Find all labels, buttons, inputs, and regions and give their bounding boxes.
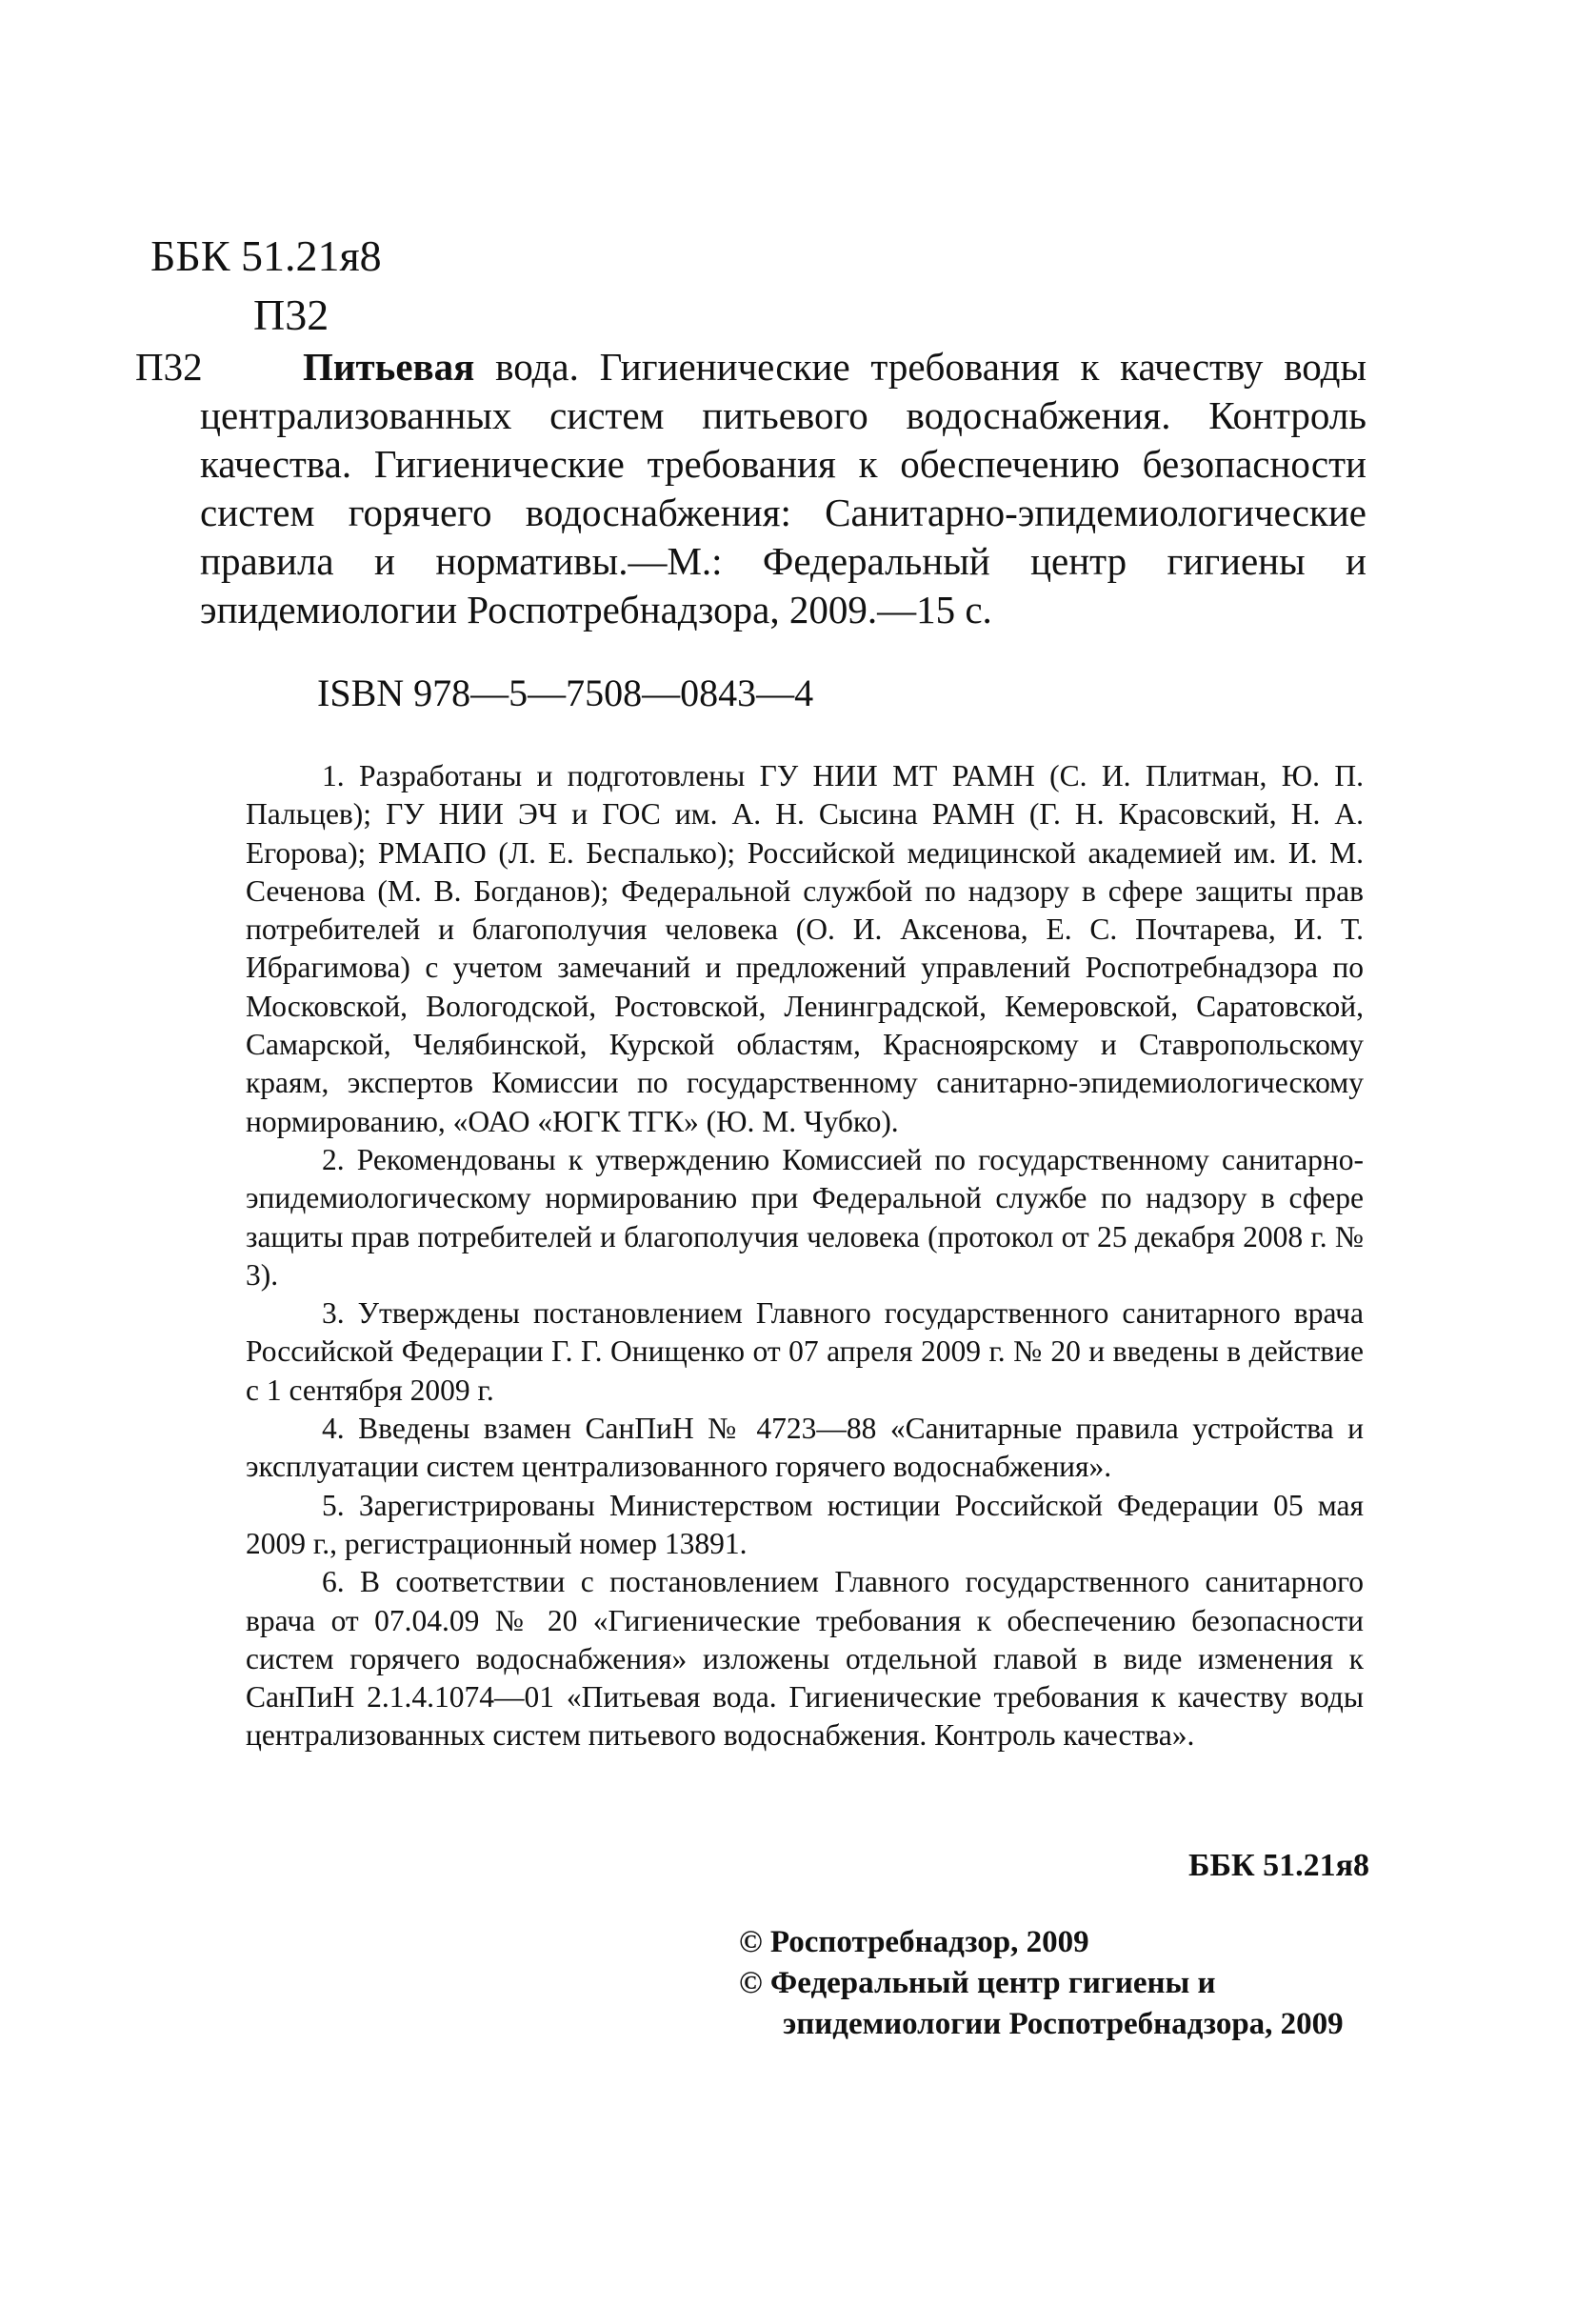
publication-notes xyxy=(246,757,1364,1755)
bbk-code: ББК 51.21я8 xyxy=(150,231,382,280)
bibliographic-entry xyxy=(135,343,1367,634)
note-paragraph: 6. В соответствии с постановлением Главного государственного санитарного врача от 07.04.09 № 20 «Гигиенические требования к обеспечению безопасности систем горячего водоснабжения» изложены отдельной главой в виде изменения к СанПиН 2.1.4.1074—01 «Питьевая вода. Гигиенические требования к качеству воды централизованных систем питьевого водоснабжения. Контроль качества». xyxy=(246,1565,1364,1753)
note-paragraph: 1. Разработаны и подготовлены ГУ НИИ МТ РАМН (С. И. Плитман, Ю. П. Пальцев); ГУ НИИ ЭЧ и ГОС им. А. Н. Сысина РАМН (Г. Н. Красовский, Н. А. Егорова); РМАПО (Л. Е. Беспалько); Российской медицинской академией им. И. М. Сеченова (М. В. Богданов); Федеральной службой по надзору в сфере защиты прав потребителей и благополучия человека (О. И. Аксенова, Е. С. Почтарева, И. Т. Ибрагимова) с учетом замечаний и предложений управлений Роспотребнадзора по Московской, Вологодской, Ростовской, Ленинградской, Кемеровской, Саратовской, Самарской, Челябинской, Курской областям, Красноярскому и Ставропольскому краям, экспертов Комиссии по государственному санитарно-эпидемиологическому нормированию, «ОАО «ЮГК ТГК» (Ю. М. Чубко). xyxy=(246,759,1364,1138)
entry-author-mark: П32 xyxy=(135,345,203,389)
bbk-code-bottom: ББК 51.21я8 xyxy=(1187,1848,1369,1883)
note-paragraph: 2. Рекомендованы к утверждению Комиссией по государственному санитарно-эпидемиологическому нормированию при Федеральной службе по надзору в сфере защиты прав потребителей и благополучия человека (протокол от 25 декабря 2008 г. № 3). xyxy=(246,1142,1364,1292)
note-paragraph: 3. Утверждены постановлением Главного государственного санитарного врача Российской Федерации Г. Г. Онищенко от 07 апреля 2009 г. № 20 и введены в действие с 1 сентября 2009 г. xyxy=(246,1296,1364,1407)
copyright-block xyxy=(739,1922,1344,2045)
author-mark: П32 xyxy=(253,291,329,339)
note-paragraph: 5. Зарегистрированы Министерством юстиции Российской Федерации 05 мая 2009 г., регистрационный номер 13891. xyxy=(246,1488,1364,1560)
note-paragraph: 4. Введены взамен СанПиН № 4723—88 «Санитарные правила устройства и эксплуатации систем централизованного горячего водоснабжения». xyxy=(246,1412,1364,1484)
entry-lead-word: Питьевая xyxy=(303,345,475,389)
isbn: ISBN 978—5—7508—0843—4 xyxy=(317,672,814,714)
copyright-line: эпидемиологии Роспотребнадзора, 2009 xyxy=(783,2007,1344,2041)
bbk-classification xyxy=(150,227,382,345)
copyright-line: © Роспотребнадзор, 2009 xyxy=(739,1925,1089,1959)
copyright-line: © Федеральный центр гигиены и xyxy=(739,1966,1216,2000)
entry-text: вода. Гигиенические требования к качеству воды централизованных систем питьевого водоснабжения. Контроль качества. Гигиенические требования к обеспечению безопасности систем горячего водоснабжения: Санитарно-эпидемиологические правила и нормативы.—М.: Федеральный центр гигиены и эпидемиологии Роспотребнадзора, 2009.—15 с. xyxy=(200,345,1367,632)
